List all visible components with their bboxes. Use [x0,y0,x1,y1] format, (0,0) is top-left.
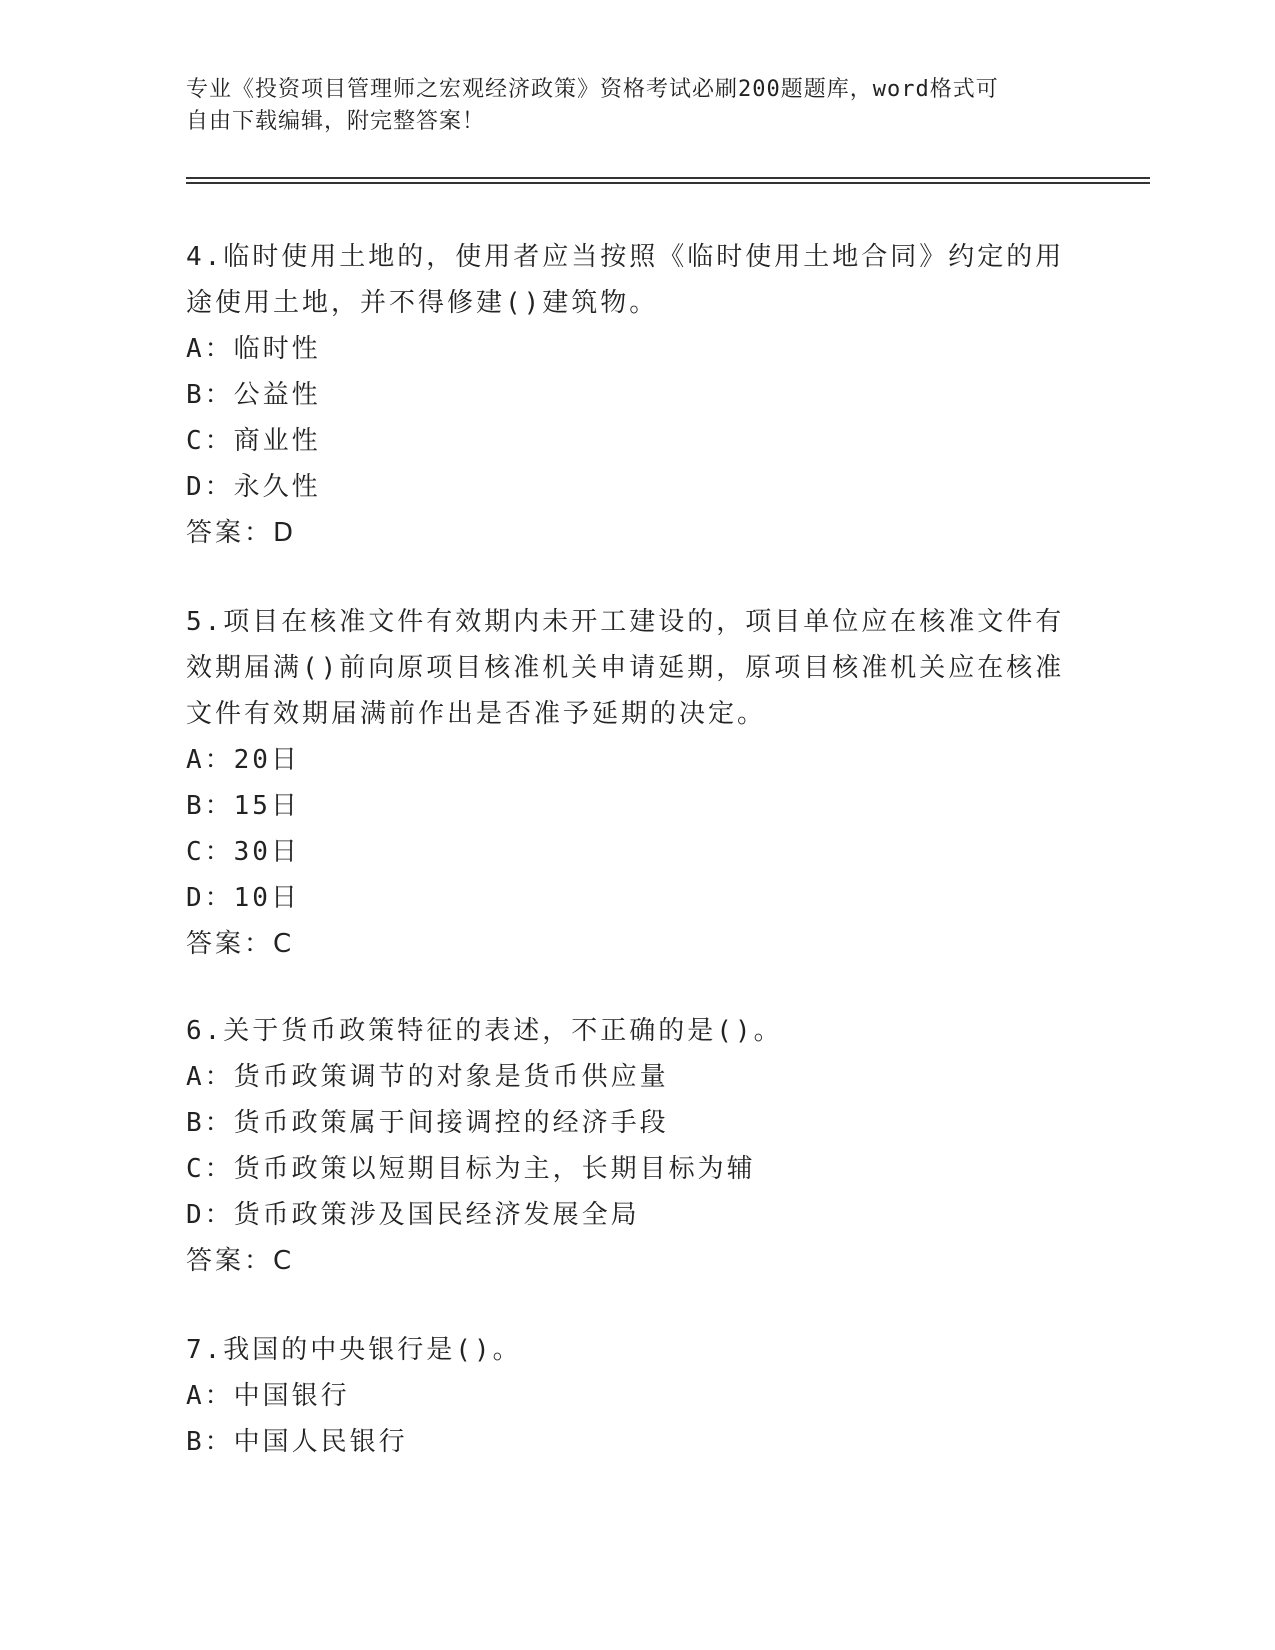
answer: 答案：C [186,929,295,959]
header-divider-bottom [186,182,1150,184]
option-b: B：15日 [186,791,300,821]
option-a: A：临时性 [186,334,321,364]
question-text-line: 5.项目在核准文件有效期内未开工建设的，项目单位应在核准文件有 [186,607,1065,637]
option-b: B：中国人民银行 [186,1427,408,1457]
option-b: B：公益性 [186,380,321,410]
question-text-line: 7.我国的中央银行是()。 [186,1335,522,1365]
question-text-line: 4.临时使用土地的，使用者应当按照《临时使用土地合同》约定的用 [186,242,1065,272]
option-d: D：永久性 [186,472,321,502]
question-5 [186,599,1066,967]
option-c: C：货币政策以短期目标为主，长期目标为辅 [186,1154,756,1184]
option-c: C：30日 [186,837,300,867]
question-6 [186,1008,1066,1284]
header-line-2: 自由下载编辑，附完整答案！ [186,109,486,134]
option-a: A：货币政策调节的对象是货币供应量 [186,1062,669,1092]
document-header [186,74,1066,138]
question-4 [186,234,1066,556]
option-a: A：20日 [186,745,300,775]
option-d: D：货币政策涉及国民经济发展全局 [186,1200,640,1230]
option-d: D：10日 [186,883,300,913]
question-text-line: 6.关于货币政策特征的表述，不正确的是()。 [186,1016,783,1046]
answer: 答案：D [186,518,297,548]
option-a: A：中国银行 [186,1381,350,1411]
option-b: B：货币政策属于间接调控的经济手段 [186,1108,669,1138]
question-7 [186,1327,1066,1465]
header-line-1: 专业《投资项目管理师之宏观经济政策》资格考试必刷200题题库，word格式可 [186,77,999,102]
header-divider-top [186,177,1150,179]
answer: 答案：C [186,1246,295,1276]
question-text-line: 效期届满()前向原项目核准机关申请延期，原项目核准机关应在核准 [186,653,1065,683]
question-text-line: 途使用土地，并不得修建()建筑物。 [186,288,659,318]
option-c: C：商业性 [186,426,321,456]
question-text-line: 文件有效期届满前作出是否准予延期的决定。 [186,699,767,729]
